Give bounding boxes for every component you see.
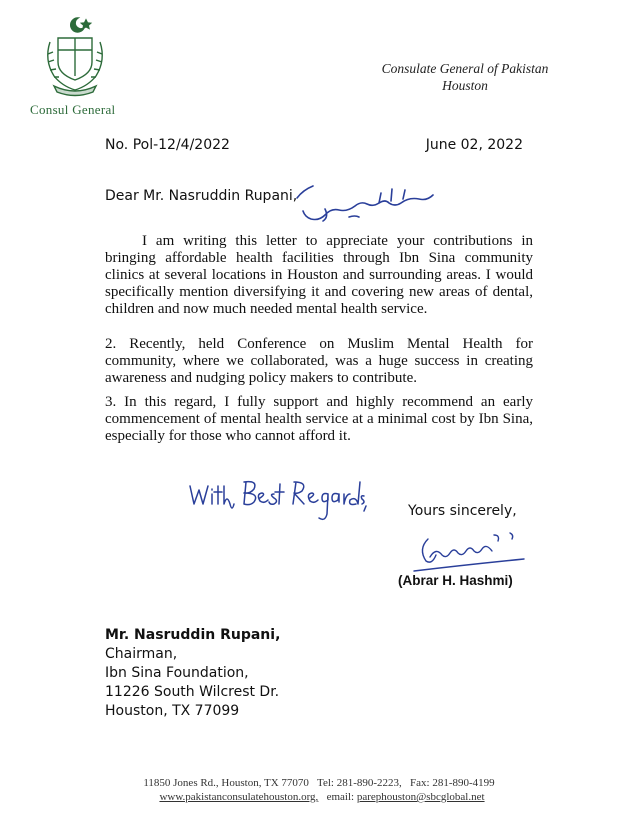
closing-phrase: Yours sincerely,	[408, 503, 517, 519]
consulate-city: Houston	[442, 78, 488, 93]
letter-date: June 02, 2022	[425, 137, 523, 153]
addressee-name: Mr. Nasruddin Rupani,	[105, 627, 281, 643]
footer-website-link[interactable]: www.pakistanconsulatehouston.org,	[159, 791, 319, 803]
consulate-name: Consulate General of Pakistan	[381, 61, 549, 76]
handwritten-urdu-greeting-icon	[283, 183, 443, 223]
footer-tel: Tel: 281-890-2223,	[317, 777, 402, 789]
footer-line-1	[0, 776, 638, 790]
addressee-organization: Ibn Sina Foundation,	[105, 665, 249, 681]
paragraph-3: 3. In this regard, I fully support and highly recommend an early commencement of mental health service at a minimal cost by Ibn Sina, especially for those who cannot afford it.	[105, 394, 533, 444]
footer-line-2	[0, 790, 638, 804]
paragraph-2: 2. Recently, held Conference on Muslim Mental Health for community, where we collaborated, was a huge success in creating awareness and nudging policy makers to contribute.	[105, 336, 533, 386]
reference-number: No. Pol-12/4/2022	[105, 137, 230, 153]
handwritten-regards-icon	[188, 478, 368, 526]
state-emblem-icon	[40, 14, 110, 100]
addressee-title: Chairman,	[105, 646, 178, 662]
signer-name: (Abrar H. Hashmi)	[398, 573, 513, 588]
consulate-heading	[350, 60, 580, 94]
letterhead-footer	[0, 776, 638, 804]
salutation: Dear Mr. Nasruddin Rupani,	[105, 188, 298, 204]
footer-email-label: email:	[326, 791, 355, 803]
consul-general-title: Consul General	[30, 102, 116, 117]
addressee-city: Houston, TX 77099	[105, 703, 240, 719]
paragraph-1: I am writing this letter to appreciate your contributions in bringing affordable health facilities through Ibn Sina community clinics at several locations in Houston and surrounding areas. I would specifically mention diversifying it and covering new areas of dental, children and now much needed mental health service.	[105, 233, 533, 317]
footer-address: 11850 Jones Rd., Houston, TX 77070	[143, 777, 309, 789]
footer-email-link[interactable]: parephouston@sbcglobal.net	[356, 791, 485, 803]
addressee-block	[105, 626, 280, 721]
signature-icon	[410, 527, 530, 573]
addressee-street: 11226 South Wilcrest Dr.	[105, 684, 280, 700]
footer-fax: Fax: 281-890-4199	[410, 777, 495, 789]
